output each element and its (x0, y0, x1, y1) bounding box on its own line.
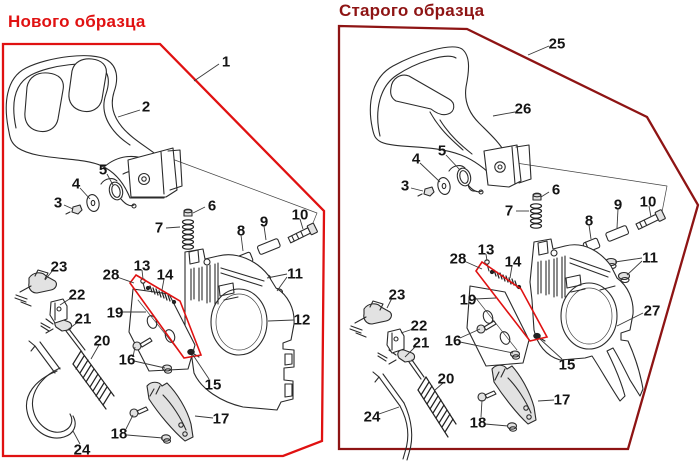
callout-new-10: 10 (291, 206, 309, 224)
section-title-old: Старого образца (339, 1, 485, 20)
callout-old-17: 17 (553, 391, 571, 409)
leader-old-6-0 (541, 192, 549, 197)
leader-new-11-1 (277, 277, 287, 291)
callout-old-21: 21 (412, 334, 430, 352)
chassis-old (530, 239, 643, 401)
callout-old-4: 4 (411, 150, 421, 168)
leader-old-3-0 (411, 188, 423, 191)
section-title-new: Нового образца (8, 12, 146, 31)
callout-old-24: 24 (363, 408, 381, 426)
chain-catcher-new (147, 382, 193, 441)
leader-new-4-0 (80, 188, 90, 199)
callout-old-8: 8 (584, 212, 594, 230)
diagram-new-artwork (6, 53, 317, 444)
callout-old-22: 22 (410, 317, 428, 335)
leader-old-4-0 (420, 163, 440, 182)
callout-old-13: 13 (477, 241, 495, 259)
leader-old-11-1 (627, 261, 642, 275)
callout-new-7: 7 (154, 219, 164, 237)
callout-old-16: 16 (444, 332, 462, 350)
leader-old-24-0 (379, 407, 399, 414)
callout-new-13: 13 (133, 257, 151, 275)
callout-new-20: 20 (93, 332, 111, 350)
callout-new-9: 9 (259, 213, 269, 231)
leader-new-6-0 (193, 207, 205, 213)
leader-new-7-0 (166, 227, 180, 228)
callout-new-6: 6 (207, 197, 217, 215)
callout-old-9: 9 (613, 196, 623, 214)
callout-old-11: 11 (642, 249, 658, 267)
callout-new-3: 3 (53, 194, 63, 212)
callout-old-3: 3 (400, 177, 410, 195)
callout-old-18: 18 (469, 414, 487, 432)
callout-old-25: 25 (548, 35, 566, 53)
callout-old-20: 20 (437, 370, 455, 388)
callout-new-8: 8 (236, 222, 246, 240)
callout-old-23: 23 (388, 286, 406, 304)
leader-new-3-0 (64, 205, 73, 209)
callout-old-15: 15 (558, 356, 576, 374)
callout-new-17: 17 (212, 410, 230, 428)
chain-catcher-old (492, 365, 536, 424)
callout-new-21: 21 (74, 310, 92, 328)
brake-band-new (26, 341, 75, 438)
leader-old-18-1 (485, 424, 508, 426)
leader-new-18-1 (127, 435, 163, 438)
callout-old-7: 7 (504, 202, 514, 220)
chassis-new (185, 249, 294, 410)
spring-cap-old (531, 193, 542, 228)
callout-new-2: 2 (141, 98, 151, 116)
callout-new-5: 5 (98, 161, 108, 179)
callout-new-28: 28 (102, 266, 120, 284)
callout-old-6: 6 (551, 181, 561, 199)
main-spring-new (73, 351, 114, 409)
callout-old-14: 14 (504, 253, 522, 271)
leader-new-1-0 (194, 64, 219, 81)
callout-old-5: 5 (437, 142, 447, 160)
leader-old-17-0 (538, 400, 554, 401)
callout-new-22: 22 (68, 286, 86, 304)
callout-new-24: 24 (73, 441, 91, 459)
callout-new-18: 18 (110, 425, 128, 443)
callout-new-12: 12 (293, 311, 311, 329)
callout-new-15: 15 (204, 376, 222, 394)
pins-bolt-old (583, 209, 666, 252)
spring-cap-new (183, 209, 194, 249)
callout-new-11: 11 (287, 265, 303, 283)
callout-new-1: 1 (221, 53, 231, 71)
callout-new-4: 4 (71, 175, 81, 193)
callout-old-10: 10 (639, 193, 657, 211)
leader-new-2-0 (118, 110, 140, 117)
callout-new-14: 14 (156, 266, 174, 284)
hand-guard-new (6, 56, 182, 198)
callout-old-27: 27 (643, 302, 661, 320)
callout-old-28: 28 (449, 250, 467, 268)
callout-old-19: 19 (459, 291, 477, 309)
leader-old-25-0 (528, 46, 549, 55)
leader-new-17-0 (195, 416, 213, 418)
callout-new-19: 19 (106, 304, 124, 322)
callout-old-26: 26 (514, 100, 532, 118)
callout-new-16: 16 (118, 351, 136, 369)
leader-old-11-0 (615, 258, 642, 262)
leader-old-26-0 (493, 112, 515, 116)
callout-new-23: 23 (50, 258, 68, 276)
